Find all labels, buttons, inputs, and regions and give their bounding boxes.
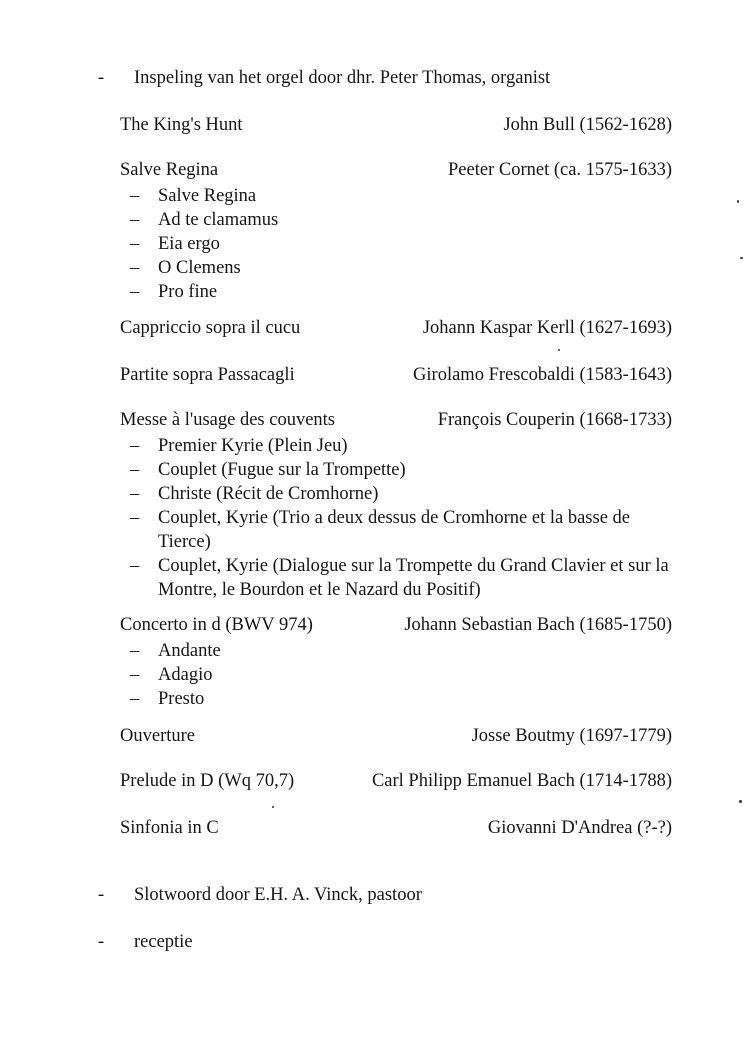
movement-dash: – bbox=[130, 484, 140, 504]
movement-item bbox=[120, 687, 672, 711]
piece-title: Concerto in d (BWV 974) bbox=[120, 615, 313, 635]
scan-speck bbox=[739, 800, 742, 803]
piece-title: Sinfonia in C bbox=[120, 818, 219, 838]
piece-composer: François Couperin (1668-1733) bbox=[437, 410, 672, 430]
piece-composer: Peeter Cornet (ca. 1575-1633) bbox=[448, 160, 672, 180]
piece bbox=[120, 115, 672, 139]
movement-list bbox=[120, 184, 672, 304]
piece-composer: Johann Kaspar Kerll (1627-1693) bbox=[422, 318, 672, 338]
piece-title: Prelude in D (Wq 70,7) bbox=[120, 771, 295, 791]
movement-dash: – bbox=[130, 436, 140, 456]
intro-text: Inspeling van het orgel door dhr. Peter Thomas, organist bbox=[134, 68, 551, 88]
movement-label: Andante bbox=[158, 641, 221, 661]
movement-dash: – bbox=[130, 689, 140, 709]
movement-item bbox=[120, 208, 672, 232]
movement-dash: – bbox=[130, 460, 140, 480]
movement-label: Adagio bbox=[158, 665, 213, 685]
movement-item bbox=[120, 663, 672, 687]
movement-dash: – bbox=[130, 282, 140, 302]
movement-dash: – bbox=[130, 186, 140, 206]
movement-item bbox=[120, 434, 672, 458]
piece-title: Partite sopra Passacagli bbox=[120, 365, 295, 385]
piece-title: Cappriccio sopra il cucu bbox=[120, 318, 301, 338]
closing-text: Slotwoord door E.H. A. Vinck, pastoor bbox=[134, 885, 422, 905]
movement-item bbox=[120, 256, 672, 280]
piece bbox=[120, 771, 672, 795]
closing-line bbox=[98, 885, 698, 909]
movement-label: Couplet, Kyrie (Trio a deux dessus de Cromhorne et la basse de Tierce) bbox=[158, 508, 631, 552]
movement-dash: – bbox=[130, 508, 140, 528]
piece-composer: Giovanni D'Andrea (?-?) bbox=[487, 818, 672, 838]
movement-label: Eia ergo bbox=[158, 234, 220, 254]
movement-label: O Clemens bbox=[158, 258, 241, 278]
movement-dash: – bbox=[130, 210, 140, 230]
movement-label: Premier Kyrie (Plein Jeu) bbox=[158, 436, 348, 456]
movement-dash: – bbox=[130, 258, 140, 278]
movement-item bbox=[120, 506, 672, 554]
movement-label: Couplet, Kyrie (Dialogue sur la Trompette du Grand Clavier et sur la Montre, le Bourdon et le Nazard du Positif) bbox=[158, 556, 669, 600]
piece-title: Ouverture bbox=[120, 726, 195, 746]
piece bbox=[120, 726, 672, 750]
piece bbox=[120, 318, 672, 342]
movement-item bbox=[120, 184, 672, 208]
piece bbox=[120, 818, 672, 842]
movement-label: Christe (Récit de Cromhorne) bbox=[158, 484, 379, 504]
piece-composer: Josse Boutmy (1697-1779) bbox=[471, 726, 672, 746]
movement-dash: – bbox=[130, 234, 140, 254]
scan-speck bbox=[558, 349, 560, 351]
piece bbox=[120, 410, 672, 602]
movement-item bbox=[120, 458, 672, 482]
piece-composer: John Bull (1562-1628) bbox=[503, 115, 672, 135]
scan-speck bbox=[740, 257, 743, 259]
movement-dash: – bbox=[130, 556, 140, 576]
piece-composer: Johann Sebastian Bach (1685-1750) bbox=[404, 615, 672, 635]
movement-item bbox=[120, 232, 672, 256]
piece bbox=[120, 615, 672, 711]
movement-item bbox=[120, 482, 672, 506]
movement-item bbox=[120, 554, 672, 602]
piece bbox=[120, 365, 672, 389]
scan-speck bbox=[272, 806, 274, 808]
movement-label: Pro fine bbox=[158, 282, 218, 302]
movement-label: Couplet (Fugue sur la Trompette) bbox=[158, 460, 406, 480]
movement-dash: – bbox=[130, 641, 140, 661]
intro-dash: - bbox=[98, 68, 105, 88]
reception-text: receptie bbox=[134, 932, 193, 952]
piece-composer: Girolamo Frescobaldi (1583-1643) bbox=[413, 365, 672, 385]
reception-line bbox=[98, 932, 698, 956]
piece-title: The King's Hunt bbox=[120, 115, 243, 135]
scan-speck bbox=[737, 200, 739, 203]
movement-dash: – bbox=[130, 665, 140, 685]
intro-line bbox=[98, 68, 698, 92]
movement-item bbox=[120, 639, 672, 663]
reception-dash: - bbox=[98, 932, 105, 952]
movement-label: Ad te clamamus bbox=[158, 210, 279, 230]
movement-item bbox=[120, 280, 672, 304]
closing-dash: - bbox=[98, 885, 105, 905]
movement-label: Salve Regina bbox=[158, 186, 257, 206]
piece-composer: Carl Philipp Emanuel Bach (1714-1788) bbox=[371, 771, 672, 791]
movement-label: Presto bbox=[158, 689, 205, 709]
movement-list bbox=[120, 434, 672, 602]
piece bbox=[120, 160, 672, 304]
movement-list bbox=[120, 639, 672, 711]
piece-title: Messe à l'usage des couvents bbox=[120, 410, 335, 430]
piece-title: Salve Regina bbox=[120, 160, 219, 180]
